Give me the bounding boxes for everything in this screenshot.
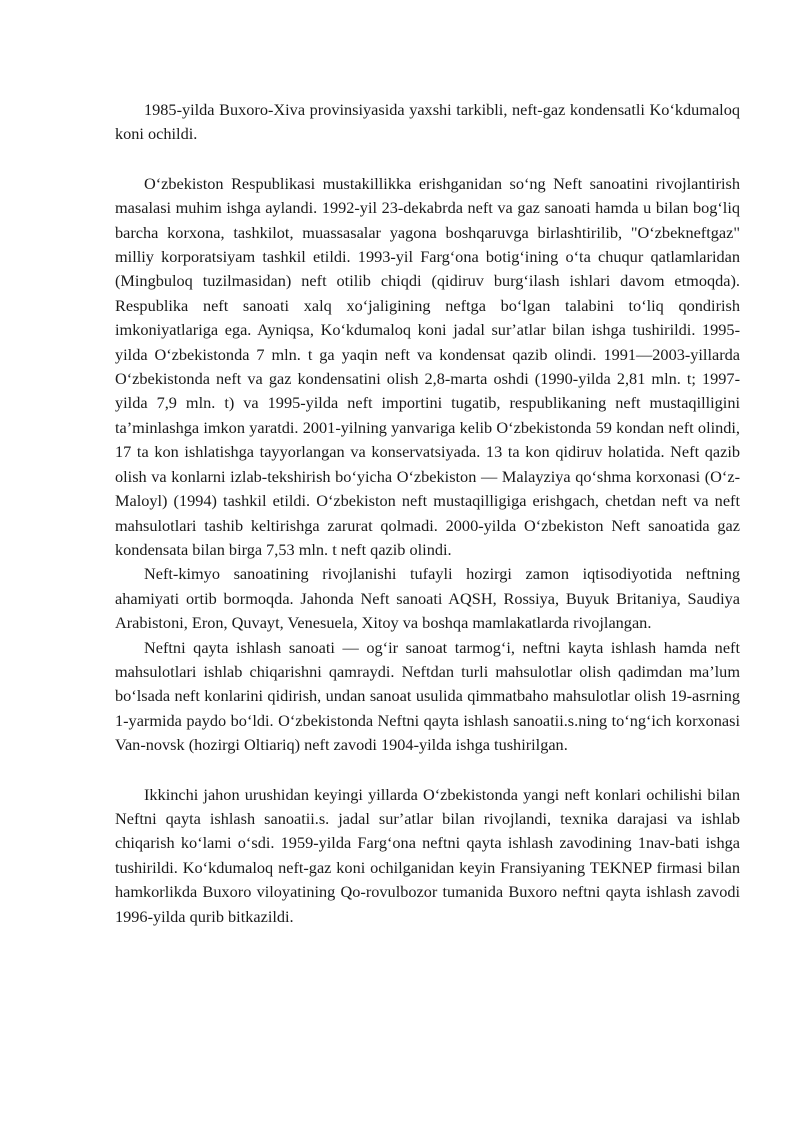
- paragraph-postwar-refining: Ikkinchi jahon urushidan keyingi yillarda Oʻzbekistonda yangi neft konlari ochilishi bilan Neftni qayta ishlash sanoatii.s. jadal surʼatlar bilan rivojlandi, texnika darajasi va ishlab chiqarish koʻlami oʻsdi. 1959-yilda Fargʻona neftni qayta ishlash zavodining 1nav-bati ishga tushirildi. Koʻkdumaloq neft-gaz koni ochilganidan keyin Fransiyaning TEKNEP firmasi bilan hamkorlikda Buxoro viloyatining Qo-rovulbozor tumanida Buxoro neftni qayta ishlash zavodi 1996-yilda qurib bitkazildi.: [115, 784, 740, 926]
- paragraph-petrochemical-importance: Neft-kimyo sanoatining rivojlanishi tufayli hozirgi zamon iqtisodiyotida neftning ahamiyati ortib bormoqda. Jahonda Neft sanoati AQSH, Rossiya, Buyuk Britaniya, Saudiya Arabistoni, Eron, Quvayt, Venesuela, Xitoy va boshqa mamlakatlarda rivojlangan.: [115, 564, 740, 633]
- paragraph-koʻkdumaloq-discovery: 1985-yilda Buxoro-Xiva provinsiyasida yaxshi tarkibli, neft-gaz kondensatli Koʻkdumaloq koni ochildi.: [115, 100, 740, 144]
- paragraph-independence-oil-industry: Oʻzbekiston Respublikasi mustakillikka erishganidan soʻng Neft sanoatini rivojlantirish masalasi muhim ishga aylandi. 1992-yil 23-dekabrda neft va gaz sanoati hamda u bilan bogʻliq barcha korxona, tashkilot, muassasalar yagona boshqaruvga birlashtirilib, "Oʻzbekneftgaz" milliy korporatsiyam tashkil etildi. 1993-yil Fargʻona botigʻining oʻta chuqur qatlamlaridan (Mingbuloq tuzilmasidan) neft otilib chiqdi (qidiruv burgʻilash ishlari davom etmoqda). Respublika neft sanoati xalq xoʻjaligining neftga boʻlgan talabini toʻliq qondirish imkoniyatlariga ega. Ayniqsa, Koʻkdumaloq koni jadal surʼatlar bilan ishga tushirildi. 1995-yilda Oʻzbekistonda 7 mln. t ga yaqin neft va kondensat qazib olindi. 1991—2003-yillarda Oʻzbekistonda neft va gaz kondensatini olish 2,8-marta oshdi (1990-yilda 2,81 mln. t; 1997-yilda 7,9 mln. t) va 1995-yilda neft importini tugatib, respublikaning neft mustaqilligini taʼminlashga imkon yaratdi. 2001-yilning yanvariga kelib Oʻzbekistonda 59 kondan neft olindi, 17 ta kon ishlatishga tayyorlangan va konservatsiyada. 13 ta kon qidiruv holatida. Neft qazib olish va konlarni izlab-tekshirish boʻyicha Oʻzbekiston — Malayziya qoʻshma korxonasi (Oʻz-Maloyl) (1994) tashkil etildi. Oʻzbekiston neft mustaqilligiga erishgach, chetdan neft va neft mahsulotlari tashib keltirishga zarurat qolmadi. 2000-yilda Oʻzbekiston Neft sanoatida gaz kondensata bilan birga 7,53 mln. t neft qazib olindi.: [115, 173, 740, 559]
- paragraph-oil-refining-industry: Neftni qayta ishlash sanoati — ogʻir sanoat tarmogʻi, neftni kayta ishlash hamda neft mahsulotlari ishlab chiqarishni qamraydi. Neftdan turli mahsulotlar olish qadimdan maʼlum boʻlsada neft konlarini qidirish, undan sanoat usulida qimmatbaho mahsulotlar olish 19-asrning 1-yarmida paydo boʻldi. Oʻzbekistonda Neftni qayta ishlash sanoatii.s.ning toʻngʻich korxonasi Van-novsk (hozirgi Oltiariq) neft zavodi 1904-yilda ishga tushirilgan.: [115, 637, 740, 755]
